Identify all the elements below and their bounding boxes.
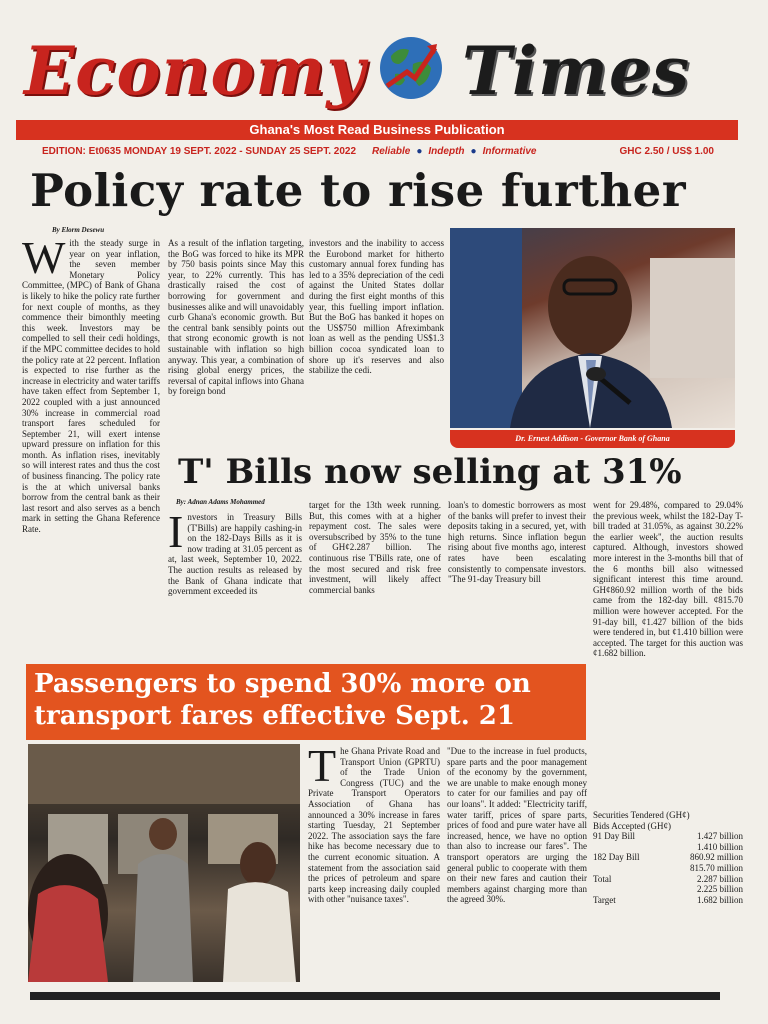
story2-col4: went for 29.48%, compared to 29.04% the previous week, whilst the 182-Day T-bill traded at 31.05%, as against 30.22% the earlier week", the auction results captured. Although, investors showed more interest in the 3-months bill that of the 6 months bill also witnessed significant interest this time around. GH¢860.92 million worth of the bids came from the 182-day bill. ¢815.70 million were however accepted. For the 91-day bill, ¢1.427 billion of the bids were tendered in, but ¢1.410 billion were accepted. The target for this auction was ¢1.682 billion. [593, 500, 743, 659]
row-label: Total [593, 873, 612, 884]
table-row [593, 874, 743, 885]
row-tendered: 2.287 billion [696, 873, 743, 884]
table-header-left: Securities Tendered (GH¢) [593, 810, 690, 820]
globe-icon [377, 34, 445, 102]
governor-caption: Dr. Ernest Addison - Governor Bank of Ghana [450, 430, 735, 448]
table-header-2 [593, 821, 743, 832]
tbill-table [593, 810, 743, 905]
story1-col2: As a result of the inflation targeting, the BoG was forced to hike its MPR by 750 basis points since May this year, to 22% currently. This has drastically raised the cost of borrowing for government and businesses alike and will unavoidably curb Ghana's economic growth. But the central bank sensibly points out that strong economic growth is not sustainable with inflation so high anyway. This year, a combination of rising global energy prices, the reversal of capital inflows into Ghana by foreign bond [168, 238, 304, 397]
governor-photo [450, 228, 735, 428]
story3-col2: "Due to the increase in fuel products, spare parts and the poor management of the economy by the government, we are unable to make enough money to cater for our families and pay off our loans". It added: "Electricity tariff, water tariff, prices of spare parts, prices of food and pure water have all increased, hence, we have no option than also to increase our fares". The transport operators are urging the general public to cooperate with them on their new fares and caution their members against charging more than the agreed 30%. [447, 746, 587, 905]
story1-col1-text: ith the steady surge in year on year inflation, the seven member Monetary Policy Committee, (MPC) of Bank of Ghana is likely to hike the policy rate further for next couple of months, as they commence their bimonthly meeting this week. Investors may be compelled to sell their cedi holdings, if the MPC committee decides to hold the policy rate at 22 percent. Inflation is expected to rise further as the increase in electricity and water tariffs have taken effect from September 1, 2022 coupled with a just announced 30% increase in commercial road transport fares scheduled for September 21, will exert intense upward pressure on inflation for this month. As inflation rises, inevitably so will interest rates and thus the cost of business financing. The policy rate is the at which universal banks borrow from the central bank as their last resort and also serves as a bench mark in setting the Ghana Reference Rate. [22, 238, 161, 535]
story1-headline: Policy rate to rise further [30, 164, 687, 217]
story1-dropcap: W [22, 232, 66, 283]
story3-col1-text: he Ghana Private Road and Transport Union (GPRTU) of the Trade Union Congress (TUC) and the Private Transport Operators Association of Ghana has announced a 30% increase in fares starting Tuesday, 21 September 2022. The association says the fare hike has become necessary due to the current economic situation. A statement from the association said the prices of petroleum and spare parts keep increasing daily coupled with other "nuisance taxes". [308, 746, 440, 905]
edition-row [16, 146, 738, 162]
motto-informative: Informative [482, 146, 537, 157]
table-row [593, 831, 743, 842]
masthead [20, 14, 750, 124]
table-row [593, 895, 743, 906]
motto-indepth: Indepth [428, 146, 465, 157]
row-accepted: 2.225 billion [696, 884, 743, 895]
story3-headline [26, 664, 586, 740]
mottos: Reliable ● Indepth ● Informative [372, 146, 537, 157]
table-row [593, 863, 743, 874]
table-row [593, 842, 743, 853]
bus-photo [28, 744, 300, 982]
story2-col1 [168, 506, 302, 597]
bottom-rule [30, 992, 720, 1000]
row-label: 182 Day Bill [593, 852, 640, 863]
row-label: Target [593, 894, 616, 905]
row-label: 91 Day Bill [593, 831, 635, 842]
story2-col3: loan's to domestic borrowers as most of the banks will prefer to invest their deposits taking in a secured, yet, with high returns. Since inflation begun rising about five months ago, interest rates have been escalating consistently to compensate investors. "The 91-day Treasury bill [448, 500, 586, 585]
title-economy: Economy [24, 32, 366, 110]
row-tendered: 1.682 billion [696, 894, 743, 905]
story2-headline: T' Bills now selling at 31% [178, 452, 682, 492]
story1-col1 [22, 232, 161, 535]
tagline: Ghana's Most Read Business Publication [16, 120, 738, 140]
story3-headline-line1: Passengers to spend 30% more on [34, 669, 531, 699]
story1-byline: By Elorm Desewu [52, 226, 105, 234]
story3-dropcap: T [308, 740, 337, 791]
edition-info: EDITION: Et0635 MONDAY 19 SEPT. 2022 - SUNDAY 25 SEPT. 2022 [42, 146, 357, 157]
row-accepted: 815.70 million [689, 862, 743, 873]
masthead-title [20, 20, 750, 120]
table-header [593, 810, 743, 821]
story2-dropcap: I [168, 506, 184, 557]
table-row [593, 884, 743, 895]
row-tendered: 1.427 billion [696, 831, 743, 842]
story2-col2: target for the 13th week running. But, this comes with at a higher repayment cost. The sales were oversubscribed by 35% to the tune of GH¢2.287 billion. The continuous rise T'Bills rate, one of the most secured and risk free investment, will likely affect commercial banks [309, 500, 441, 595]
story1-col3: investors and the inability to access the Eurobond market for hitherto customary annual forex funding has led to a 35% depreciation of the cedi against the United States dollar during the first eight months of this year, this fuelling import inflation. But the BoG has banked it hopes on the US$750 million Afreximbank loan as well as the pending US$1.3 billion cocoa syndicated loan to shore up it's reserves and also stabilize the cedi. [309, 238, 444, 376]
row-accepted: 1.410 billion [696, 841, 743, 852]
table-header-right: Bids Accepted (GH¢) [593, 820, 671, 831]
row-tendered: 860.92 million [689, 852, 743, 863]
story2-byline: By: Adnan Adams Mohammed [176, 498, 265, 506]
motto-reliable: Reliable [372, 146, 411, 157]
table-row [593, 852, 743, 863]
story2-col1-text: nvestors in Treasury Bills (T'Bills) are happily cashing-in on the 182-Days Bills as it is now trading at 31.05 percent as at, last week, September 10, 2022. The auction results as released by the Bank of Ghana indicate that government exceeded its [168, 512, 302, 597]
price: GHC 2.50 / US$ 1.00 [619, 146, 714, 157]
story3-col1 [308, 740, 440, 905]
title-times: Times [462, 32, 691, 110]
story3-headline-line2: transport fares effective Sept. 21 [34, 701, 515, 731]
